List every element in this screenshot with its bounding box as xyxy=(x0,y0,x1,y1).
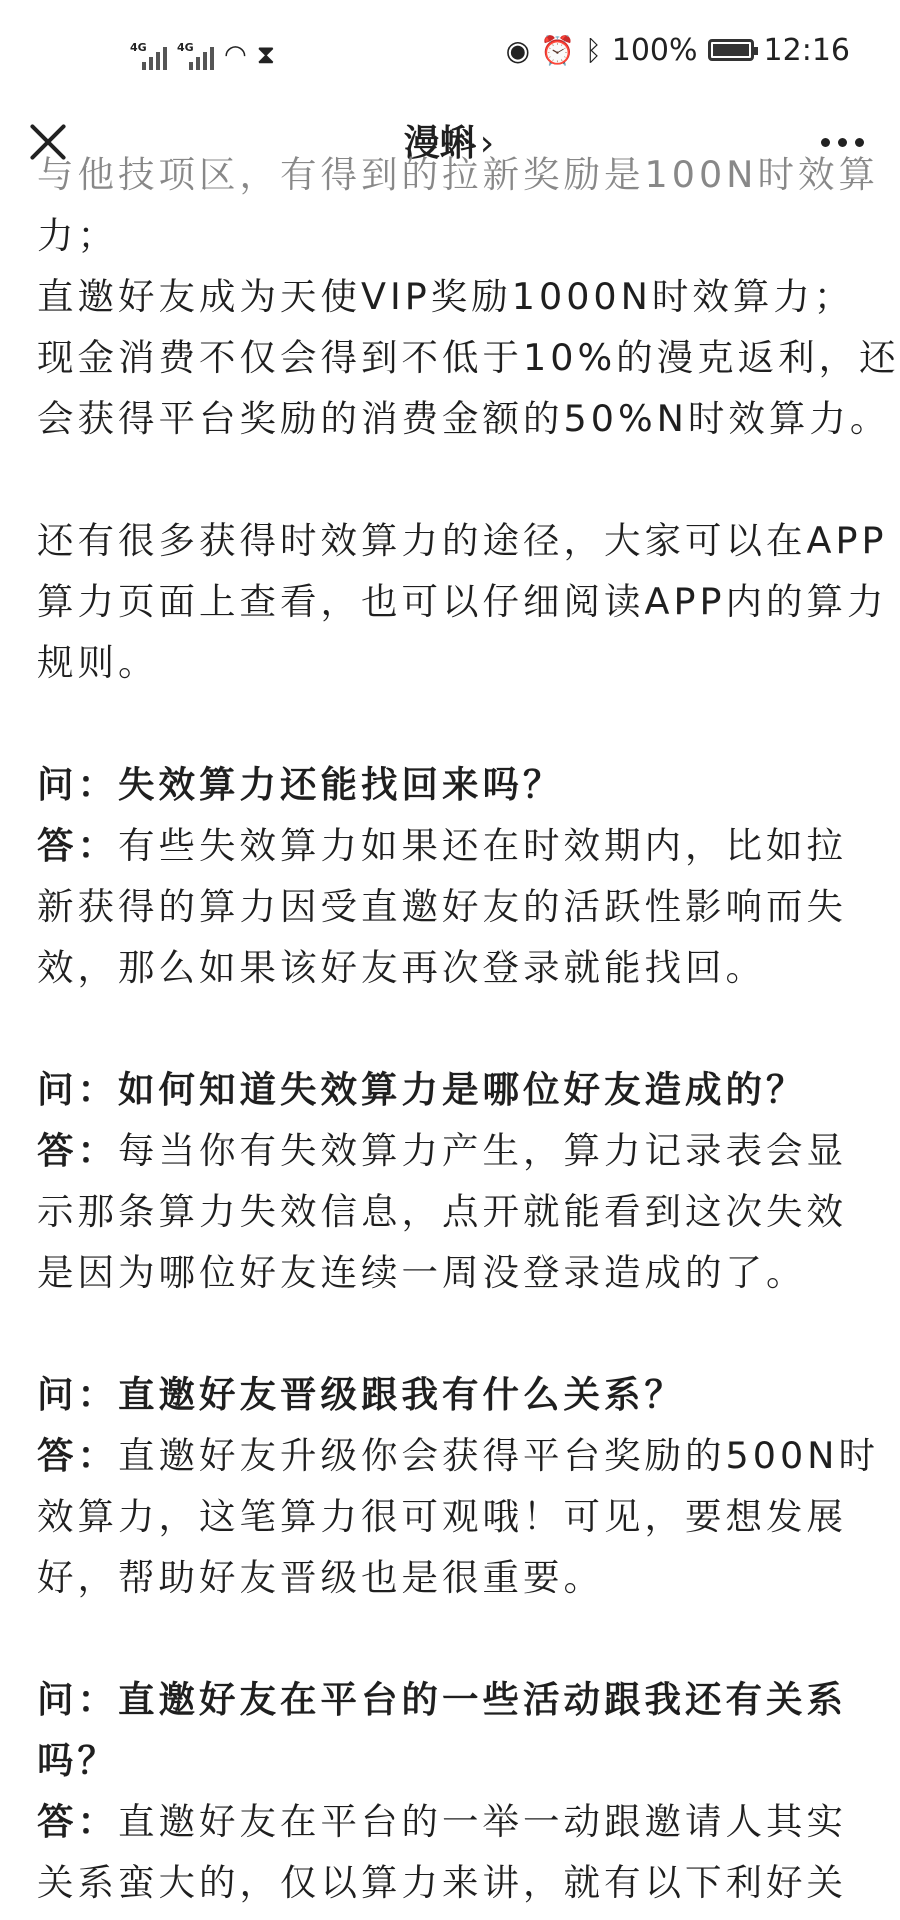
question: 问：如何知道失效算力是哪位好友造成的？ xyxy=(37,1068,807,1111)
answer-line: 答：有些失效算力如果还在时效期内，比如拉 xyxy=(37,824,847,867)
battery-icon xyxy=(708,39,754,61)
bluetooth-icon: ᛒ xyxy=(584,33,602,67)
clock: 12:16 xyxy=(763,32,850,68)
network-type: 4G xyxy=(177,41,194,54)
text-line: 与他技项区，有得到的拉新奖励是100N时效算 xyxy=(37,153,879,196)
alarm-icon: ⏰ xyxy=(540,33,575,67)
answer-line: 关系蛮大的，仅以算力来讲，就有以下利好关 xyxy=(37,1861,847,1904)
question: 问：直邀好友在平台的一些活动跟我还有关系 xyxy=(37,1678,847,1721)
signal-icon xyxy=(130,41,167,70)
answer-line: 答：直邀好友在平台的一举一动跟邀请人其实 xyxy=(37,1800,847,1843)
answer-line: 是因为哪位好友连续一周没登录造成的了。 xyxy=(37,1251,807,1294)
network-type: 4G xyxy=(130,41,147,54)
article-body xyxy=(0,153,900,1920)
answer-label: 答： xyxy=(37,1434,118,1477)
status-left xyxy=(130,30,275,70)
text-line: 现金消费不仅会得到不低于10%的漫克返利，还 xyxy=(37,336,900,379)
text-line: 力； xyxy=(37,214,118,257)
hourglass-icon: ⧗ xyxy=(256,40,275,70)
text-line: 还有很多获得时效算力的途径，大家可以在APP xyxy=(37,519,888,562)
text-line: 直邀好友成为天使VIP奖励1000N时效算力； xyxy=(37,275,855,318)
question: 吗？ xyxy=(37,1739,118,1782)
answer-line: 示那条算力失效信息，点开就能看到这次失效 xyxy=(37,1190,847,1233)
question: 问：直邀好友晋级跟我有什么关系？ xyxy=(37,1373,685,1416)
text-line: 会获得平台奖励的消费金额的50%N时效算力。 xyxy=(37,397,891,440)
answer-label: 答： xyxy=(37,1129,118,1172)
battery-percent: 100% xyxy=(611,32,698,68)
account-name[interactable]: 漫蝌 xyxy=(403,123,476,164)
answer-line: 新获得的算力因受直邀好友的活跃性影响而失 xyxy=(37,885,847,928)
status-bar xyxy=(0,0,898,100)
eye-icon: ◉ xyxy=(505,33,531,67)
signal-icon xyxy=(177,41,214,70)
answer-line: 答：直邀好友升级你会获得平台奖励的500N时 xyxy=(37,1434,879,1477)
question: 问：失效算力还能找回来吗？ xyxy=(37,763,564,806)
answer-label: 答： xyxy=(37,824,118,867)
answer-line: 答：每当你有失效算力产生，算力记录表会显 xyxy=(37,1129,847,1172)
answer-line: 好，帮助好友晋级也是很重要。 xyxy=(37,1556,604,1599)
wifi-icon: ◠ xyxy=(224,40,247,70)
answer-line: 效，那么如果该好友再次登录就能找回。 xyxy=(37,946,766,989)
answer-label: 答： xyxy=(37,1800,118,1843)
text-line: 算力页面上查看，也可以仔细阅读APP内的算力 xyxy=(37,580,888,623)
status-right xyxy=(506,30,850,70)
answer-line: 效算力，这笔算力很可观哦！可见，要想发展 xyxy=(37,1495,847,1538)
text-line: 规则。 xyxy=(37,641,159,684)
chevron-right-icon[interactable]: › xyxy=(479,123,495,164)
